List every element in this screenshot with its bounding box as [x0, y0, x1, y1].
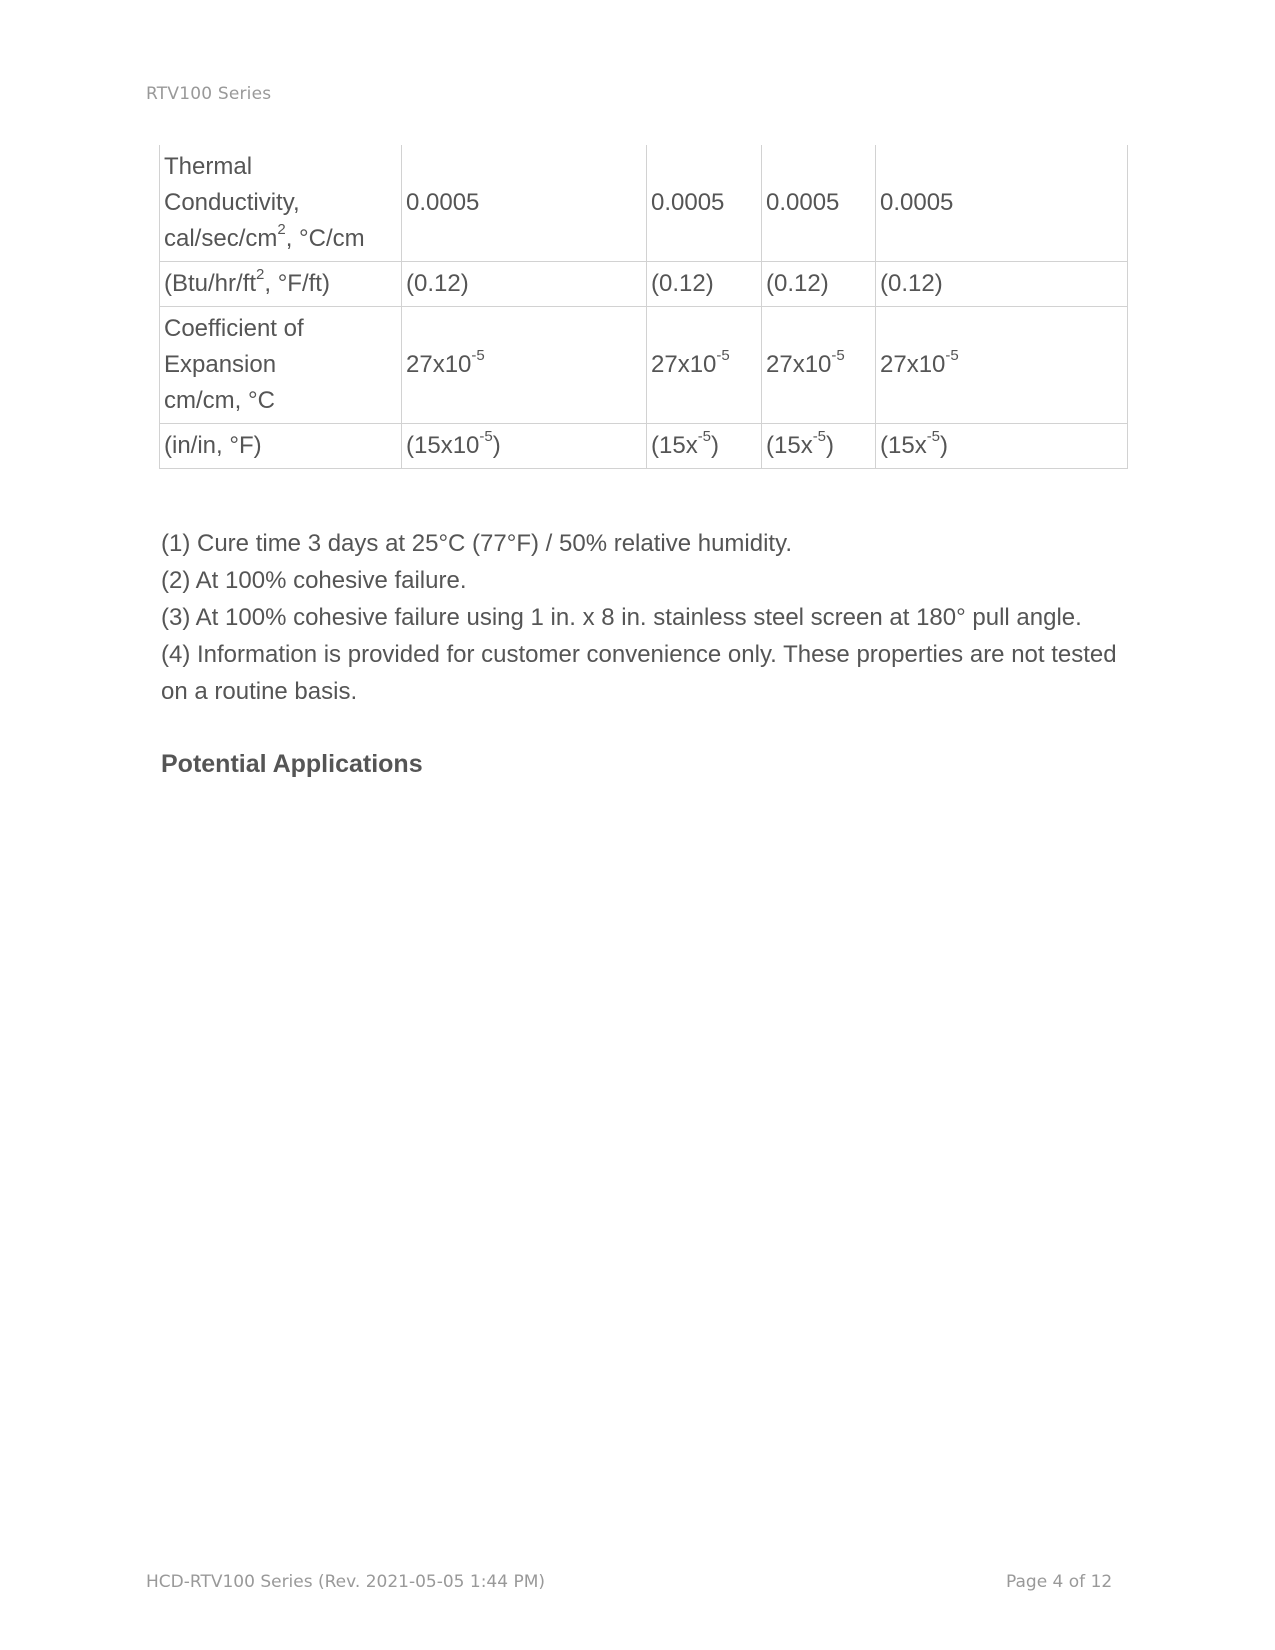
label-line: Thermal — [164, 153, 253, 180]
label-line: Coefficient of — [164, 315, 304, 342]
table-cell — [876, 145, 1128, 262]
footnote: (1) Cure time 3 days at 25°C (77°F) / 50% relative humidity. — [161, 530, 792, 557]
label-line: Conductivity, — [164, 189, 300, 216]
table-cell — [647, 145, 762, 262]
table-row — [160, 262, 1128, 307]
table-cell — [647, 262, 762, 307]
cell-value: 0.0005 — [651, 189, 725, 216]
cell-value: (0.12) — [651, 270, 714, 297]
table-cell — [402, 145, 647, 262]
cell-value: (0.12) — [766, 270, 829, 297]
label-text: (in/in, °F) — [164, 432, 262, 459]
table-row — [160, 424, 1128, 469]
property-label — [160, 307, 402, 424]
footer-document-id: HCD-RTV100 Series (Rev. 2021-05-05 1:44 PM) — [146, 1572, 546, 1592]
table-cell — [762, 262, 876, 307]
table-cell — [402, 307, 647, 424]
table-cell — [402, 424, 647, 469]
superscript: 2 — [277, 221, 286, 238]
running-header: RTV100 Series — [146, 84, 272, 104]
cell-value: 27x10 — [880, 351, 946, 378]
table-cell — [402, 262, 647, 307]
label-line: Expansion — [164, 351, 277, 378]
table-cell — [647, 307, 762, 424]
label-line-unit-suffix: , °C/cm — [285, 225, 365, 252]
table-cell — [876, 262, 1128, 307]
cell-value: (15x — [651, 432, 698, 459]
footnote: (2) At 100% cohesive failure. — [161, 567, 467, 594]
table-row — [160, 145, 1128, 262]
cell-value: (0.12) — [406, 270, 469, 297]
table-cell — [762, 424, 876, 469]
label-text: (Btu/hr/ft — [164, 270, 257, 297]
cell-value: (15x — [766, 432, 813, 459]
property-label — [160, 262, 402, 307]
label-text-suffix: , °F/ft) — [264, 270, 330, 297]
properties-table — [159, 145, 1128, 469]
cell-value: 27x10 — [766, 351, 832, 378]
cell-value: 0.0005 — [880, 189, 954, 216]
table-cell — [647, 424, 762, 469]
table-row — [160, 307, 1128, 424]
cell-value-suffix: ) — [492, 432, 501, 459]
superscript: -5 — [812, 428, 827, 445]
table-cell — [876, 307, 1128, 424]
table-cell — [876, 424, 1128, 469]
superscript: -5 — [926, 428, 941, 445]
footnotes — [161, 525, 1131, 710]
superscript: -5 — [479, 428, 493, 445]
section-heading: Potential Applications — [161, 750, 423, 778]
cell-value: 27x10 — [406, 351, 472, 378]
cell-value: 0.0005 — [766, 189, 840, 216]
cell-value-suffix: ) — [940, 432, 949, 459]
property-label — [160, 424, 402, 469]
cell-value: (15x — [880, 432, 927, 459]
property-label — [160, 145, 402, 262]
superscript: -5 — [697, 428, 712, 445]
cell-value: 0.0005 — [406, 189, 480, 216]
cell-value: (15x10 — [406, 432, 480, 459]
cell-value-suffix: ) — [826, 432, 835, 459]
superscript: -5 — [716, 347, 730, 364]
footnote: (4) Information is provided for customer convenience only. These properties are not tested on a routine basis. — [161, 641, 1117, 705]
superscript: -5 — [831, 347, 845, 364]
footnote: (3) At 100% cohesive failure using 1 in. x 8 in. stainless steel screen at 180° pull angle. — [161, 604, 1082, 631]
label-line-unit: cal/sec/cm — [164, 225, 278, 252]
cell-value: 27x10 — [651, 351, 717, 378]
label-line: cm/cm, °C — [164, 387, 275, 414]
footer-page-number: Page 4 of 12 — [1006, 1572, 1113, 1592]
table-cell — [762, 307, 876, 424]
superscript: -5 — [471, 347, 485, 364]
cell-value: (0.12) — [880, 270, 943, 297]
superscript: 2 — [256, 266, 265, 283]
table-cell — [762, 145, 876, 262]
cell-value-suffix: ) — [711, 432, 720, 459]
superscript: -5 — [945, 347, 959, 364]
